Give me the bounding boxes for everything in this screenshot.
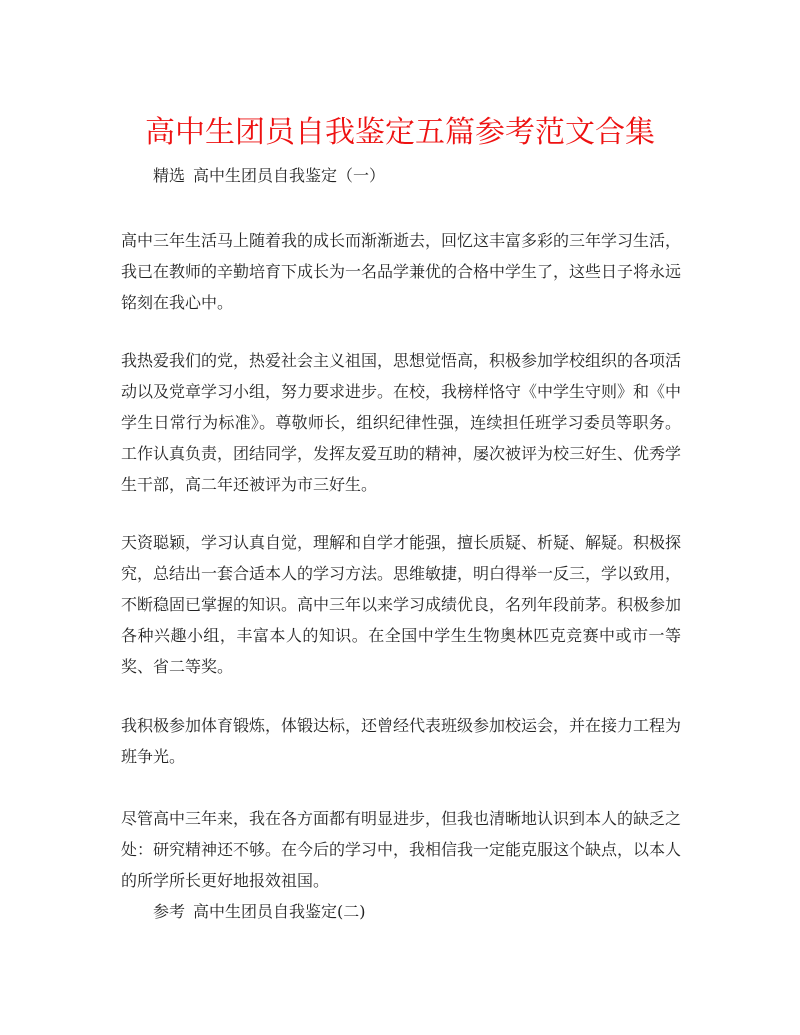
section-heading-1-text: 高中生团员自我鉴定（一） [193, 166, 386, 185]
paragraph-5: 尽管高中三年来，我在各方面都有明显进步，但我也清晰地认识到本人的缺乏之处：研究精神还不够。在今后的学习中，我相信我一定能克服这个缺点，以本人的所学所长更好地报效祖国。 [121, 809, 682, 890]
paragraph-2: 我热爱我们的党，热爱社会主义祖国，思想觉悟高，积极参加学校组织的各项活动以及党章学习小组，努力要求进步。在校，我榜样恪守《中学生守则》和《中学生日常行为标准》。尊敬师长，组织纪律性强，连续担任班学习委员等职务。工作认真负责，团结同学，发挥友爱互助的精神，屡次被评为校三好生、优秀学生干部，高二年还被评为市三好生。 [121, 351, 682, 494]
paragraph-1: 高中三年生活马上随着我的成长而渐渐逝去，回忆这丰富多彩的三年学习生活，我已在教师的辛勤培育下成长为一名品学兼优的合格中学生了，这些日子将永远铭刻在我心中。 [121, 231, 682, 312]
section-heading-2-text: 高中生团员自我鉴定(二) [193, 902, 366, 921]
section-heading-1-prefix: 精选 [153, 166, 186, 185]
document-title: 高中生团员自我鉴定五篇参考范文合集 [145, 115, 655, 150]
section-heading-2 [153, 900, 366, 924]
paragraph-3: 天资聪颖，学习认真自觉，理解和自学才能强，擅长质疑、析疑、解疑。积极探究，总结出一套合适本人的学习方法。思维敏捷，明白得举一反三，学以致用，不断稳固已掌握的知识。高中三年以来学习成绩优良，名列年段前茅。积极参加各种兴趣小组，丰富本人的知识。在全国中学生生物奥林匹克竞赛中或市一等奖、省二等奖。 [121, 533, 682, 676]
paragraph-4: 我积极参加体育锻炼，体锻达标，还曾经代表班级参加校运会，并在接力工程为班争光。 [121, 716, 682, 766]
section-heading-2-prefix: 参考 [153, 902, 186, 921]
section-heading-1 [153, 164, 385, 188]
